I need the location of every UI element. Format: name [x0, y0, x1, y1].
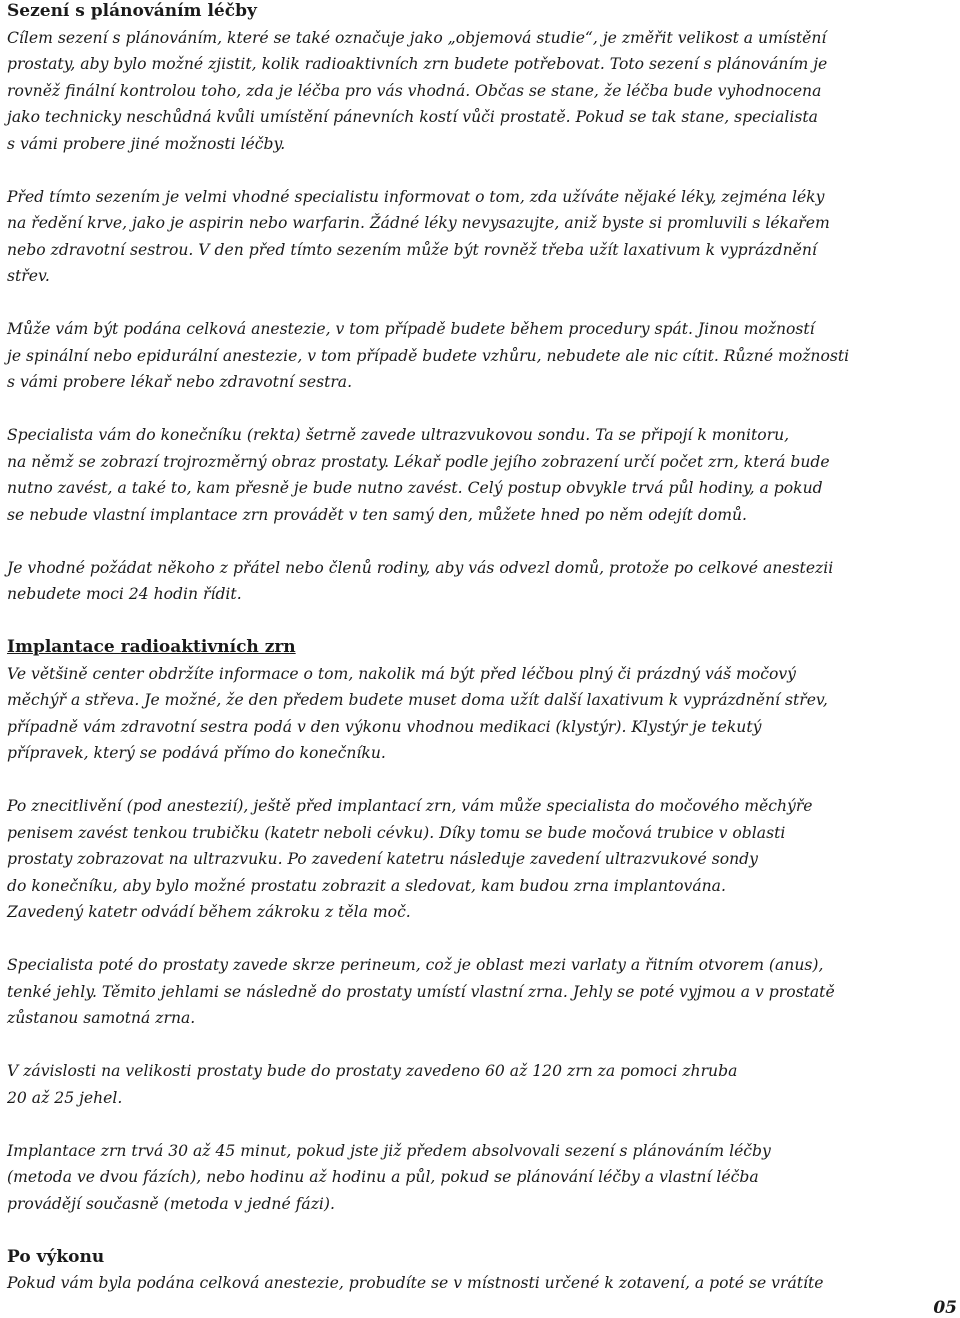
text-line: přípravek, který se podává přímo do konečníku.	[7, 744, 386, 762]
text-line: penisem zavést tenkou trubičku (katetr neboli cévku). Díky tomu se bude močová trubice v oblasti	[7, 823, 786, 842]
text-line: Pokud vám byla podána celková anestezie, probudíte se v místnosti určené k zotavení, a poté se vrátíte	[7, 1274, 824, 1292]
text-line: nebo zdravotní sestrou. V den před tímto sezením může být rovněž třeba užít laxativum k vyprázdnění	[7, 240, 817, 259]
paragraph-needles	[7, 952, 952, 1032]
text-line: s vámi probere jiné možnosti léčby.	[7, 134, 286, 153]
paragraph-gap	[7, 767, 952, 794]
text-line: Zavedený katetr odvádí během zákroku z těla moč.	[7, 903, 411, 921]
text-line: střev.	[7, 267, 50, 285]
paragraph-gap	[7, 1217, 952, 1244]
paragraph-anesthesia	[7, 316, 952, 396]
text-line: se nebude vlastní implantace zrn provádět v ten samý den, můžete hned po něm odejít domů.	[7, 505, 748, 524]
text-line: Specialista poté do prostaty zavede skrze perineum, což je oblast mezi varlaty a řitním otvorem (anus),	[7, 956, 824, 974]
text-line: (metoda ve dvou fázích), nebo hodinu až hodinu a půl, pokud se plánování léčby a vlastní léčba	[7, 1168, 759, 1186]
paragraph-gap	[7, 1032, 952, 1059]
text-line: Implantace zrn trvá 30 až 45 minut, pokud jste již předem absolvovali sezení s plánováním léčby	[7, 1141, 771, 1160]
paragraph-gap	[7, 157, 952, 184]
section-heading-after-procedure: Po výkonu	[7, 1246, 105, 1267]
text-line: na ředění krve, jako je aspirin nebo warfarin. Žádné léky nevysazujte, aniž byste si promluvili s lékařem	[7, 214, 830, 232]
paragraph-gap	[7, 926, 952, 953]
page-number: 05	[933, 1298, 957, 1318]
paragraph-gap	[7, 396, 952, 423]
text-line: 20 až 25 jehel.	[7, 1088, 123, 1107]
paragraph-transport	[7, 555, 952, 608]
text-line: případně vám zdravotní sestra podá v den výkonu vhodnou medikaci (klystýr). Klystýr je tekutý	[7, 717, 762, 736]
text-line: nebudete moci 24 hodin řídit.	[7, 585, 242, 603]
text-line: Cílem sezení s plánováním, které se také označuje jako „objemová studie“, je změřit velikost a umístění	[7, 28, 827, 47]
text-line: Specialista vám do konečníku (rekta) šetrně zavede ultrazvukovou sondu. Ta se připojí k monitoru,	[7, 426, 790, 444]
paragraph-planning-intro	[7, 25, 952, 158]
paragraph-seed-count	[7, 1058, 952, 1111]
document-page	[7, 0, 952, 1297]
section-heading-planning: Sezení s plánováním léčby	[7, 1, 257, 21]
text-line: prostaty, aby bylo možné zjistit, kolik radioaktivních zrn budete potřebovat. Toto sezení s plánováním je	[7, 55, 828, 73]
text-line: Může vám být podána celková anestezie, v tom případě budete během procedury spát. Jinou možností	[7, 320, 815, 338]
text-line: tenké jehly. Těmito jehlami se následně do prostaty umístí vlastní zrna. Jehly se poté vyjmou a v prostatě	[7, 982, 835, 1001]
paragraph-gap	[7, 1111, 952, 1138]
paragraph-duration	[7, 1138, 952, 1218]
text-line: jako technicky neschůdná kvůli umístění pánevních kostí vůči prostatě. Pokud se tak stane, specialista	[7, 108, 818, 126]
text-line: prostaty zobrazovat na ultrazvuku. Po zavedení katetru následuje zavedení ultrazvukové sondy	[7, 850, 758, 868]
paragraph-gap	[7, 528, 952, 555]
text-line: zůstanou samotná zrna.	[7, 1009, 196, 1027]
text-line: měchýř a střeva. Je možné, že den předem budete muset doma užít další laxativum k vyprázdnění střev,	[7, 691, 828, 709]
paragraph-ultrasound	[7, 422, 952, 528]
text-line: V závislosti na velikosti prostaty bude do prostaty zavedeno 60 až 120 zrn za pomoci zhruba	[7, 1062, 738, 1080]
paragraph-catheter	[7, 793, 952, 926]
text-line: je spinální nebo epidurální anestezie, v tom případě budete vzhůru, nebudete ale nic cítit. Různé možnosti	[7, 346, 850, 365]
text-line: s vámi probere lékař nebo zdravotní sestra.	[7, 373, 353, 391]
paragraph-gap	[7, 608, 952, 635]
paragraph-recovery	[7, 1270, 952, 1297]
text-line: na němž se zobrazí trojrozměrný obraz prostaty. Lékař podle jejího zobrazení určí počet zrn, která bude	[7, 452, 830, 471]
paragraph-gap	[7, 290, 952, 317]
text-line: do konečníku, aby bylo možné prostatu zobrazit a sledovat, kam budou zrna implantována.	[7, 876, 726, 895]
text-line: Je vhodné požádat někoho z přátel nebo členů rodiny, aby vás odvezl domů, protože po celkové anestezii	[7, 558, 834, 577]
text-line: nutno zavést, a také to, kam přesně je bude nutno zavést. Celý postup obvykle trvá půl hodiny, a pokud	[7, 479, 823, 497]
paragraph-preparation	[7, 661, 952, 767]
paragraph-medication	[7, 184, 952, 290]
text-line: Po znecitlivění (pod anestezií), ještě před implantací zrn, vám může specialista do močového měchýře	[7, 797, 813, 815]
text-line: provádějí současně (metoda v jedné fázi).	[7, 1194, 335, 1213]
text-line: rovněž finální kontrolou toho, zda je léčba pro vás vhodná. Občas se stane, že léčba bude vyhodnocena	[7, 81, 822, 100]
section-heading-implantation: Implantace radioaktivních zrn	[7, 637, 296, 657]
text-line: Před tímto sezením je velmi vhodné specialistu informovat o tom, zda užíváte nějaké léky, zejména léky	[7, 187, 825, 206]
text-line: Ve většině center obdržíte informace o tom, nakolik má být před léčbou plný či prázdný váš močový	[7, 664, 796, 683]
